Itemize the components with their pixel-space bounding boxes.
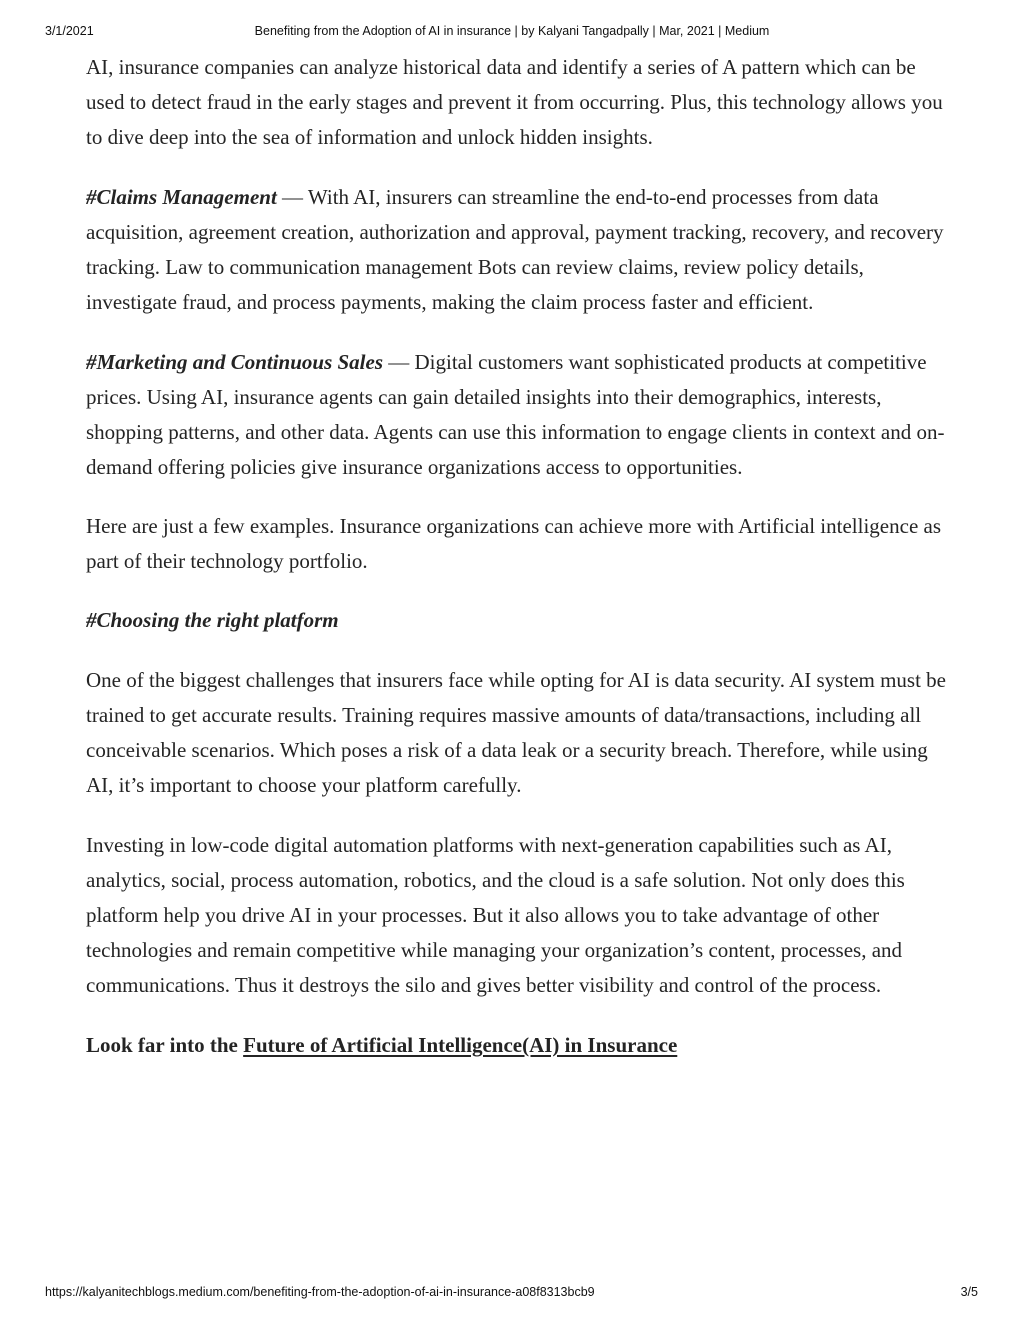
section-heading-choosing-platform: #Choosing the right platform xyxy=(86,608,339,632)
paragraph-claims-management xyxy=(86,180,946,320)
paragraph-data-security: One of the biggest challenges that insurers face while opting for AI is data security. AI system must be trained to get accurate results. Training requires massive amounts of data/transactions, including all conceivable scenarios. Which poses a risk of a data leak or a security breach. Therefore, while using AI, it’s important to choose your platform carefully. xyxy=(86,668,947,797)
future-of-ai-link[interactable]: Future of Artificial Intelligence(AI) in Insurance xyxy=(243,1033,678,1057)
print-page-title: Benefiting from the Adoption of AI in insurance | by Kalyani Tangadpally | Mar, 2021 | Medium xyxy=(254,24,770,38)
marketing-sales-lead: #Marketing and Continuous Sales xyxy=(86,350,384,374)
print-url: https://kalyanitechblogs.medium.com/benefiting-from-the-adoption-of-ai-in-insurance-a08f8313bcb9 xyxy=(45,1285,595,1299)
closing-line xyxy=(86,1028,946,1063)
print-page-number: 3/5 xyxy=(960,1285,978,1299)
print-header xyxy=(0,24,1024,40)
print-footer xyxy=(0,1285,1024,1301)
paragraph-low-code-platforms: Investing in low-code digital automation platforms with next-generation capabilities such as AI, analytics, social, process automation, robotics, and the cloud is a safe solution. Not only does this platform help you drive AI in your processes. But it also allows you to take advantage of other technologies and remain competitive while managing your organization’s content, processes, and communications. Thus it destroys the silo and gives better visibility and control of the process. xyxy=(86,833,905,997)
claims-management-text: — With AI, insurers can streamline the end-to-end processes from data acquisition, agreement creation, authorization and approval, payment tracking, recovery, and recovery tracking. Law to communication management Bots can review claims, review policy details, investigate fraud, and process payments, making the claim process faster and efficient. xyxy=(86,185,944,314)
article-body xyxy=(86,50,946,1088)
claims-management-lead: #Claims Management xyxy=(86,185,277,209)
print-date: 3/1/2021 xyxy=(45,24,94,38)
paragraph-examples: Here are just a few examples. Insurance organizations can achieve more with Artificial intelligence as part of their technology portfolio. xyxy=(86,514,942,573)
paragraph-fraud-detection: AI, insurance companies can analyze historical data and identify a series of A pattern which can be used to detect fraud in the early stages and prevent it from occurring. Plus, this technology allows you to dive deep into the sea of information and unlock hidden insights. xyxy=(86,55,943,149)
paragraph-marketing-sales xyxy=(86,345,946,485)
closing-prefix: Look far into the xyxy=(86,1033,244,1057)
marketing-sales-text: — Digital customers want sophisticated products at competitive prices. Using AI, insurance agents can gain detailed insights into their demographics, interests, shopping patterns, and other data. Agents can use this information to engage clients in context and on-demand offering policies give insurance organizations access to opportunities. xyxy=(86,350,945,479)
